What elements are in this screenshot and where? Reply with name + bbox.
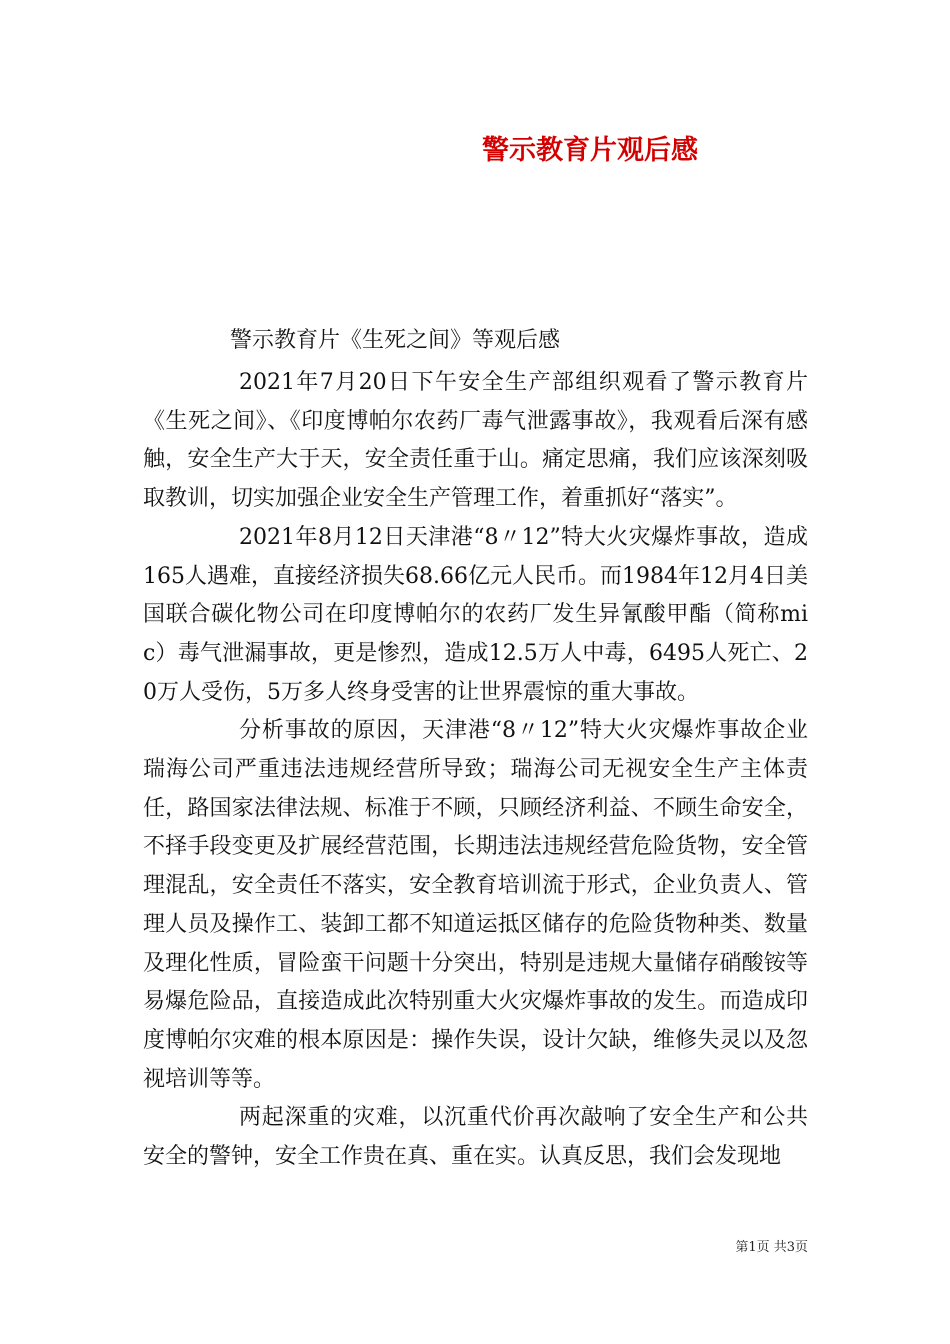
paragraph-4: 两起深重的灾难，以沉重代价再次敲响了安全生产和公共安全的警钟，安全工作贵在真、重在实。认真反思，我们会发现地 xyxy=(143,1105,808,1170)
paragraph-3: 分析事故的原因，天津港“8〃12”特大火灾爆炸事故企业瑞海公司严重违法违规经营所导致；瑞海公司无视安全生产主体责任，路国家法律法规、标准于不顾，只顾经济利益、不顾生命安全，不择手段变更及扩展经营范围，长期违法违规经营危险货物，安全管理混乱，安全责任不落实，安全教育培训流于形式，企业负责人、管理人员及操作工、装卸工都不知道运抵区储存的危险货物种类、数量及理化性质，冒险蛮干问题十分突出，特别是违规大量储存硝酸铵等易爆危险品，直接造成此次特别重大火灾爆炸事故的发生。而造成印度博帕尔灾难的根本原因是：操作失误，设计欠缺，维修失灵以及忽视培训等等。 xyxy=(143,718,808,1092)
body-text xyxy=(143,364,808,1177)
page-footer: 第1页 共3页 xyxy=(735,1240,808,1255)
paragraph-2: 2021年8月12日天津港“8〃12”特大火灾爆炸事故，造成165人遇难，直接经济损失68.66亿元人民币。而1984年12月4日美国联合碳化物公司在印度博帕尔的农药厂发生异氰酸甲酯（简称mic）毒气泄漏事故，更是惨烈，造成12.5万人中毒，6495人死亡、20万人受伤，5万多人终身受害的让世界震惊的重大事故。 xyxy=(143,524,808,705)
page-title: 警示教育片观后感 xyxy=(482,135,698,166)
paragraph-1: 2021年7月20日下午安全生产部组织观看了警示教育片《生死之间》、《印度博帕尔农药厂毒气泄露事故》，我观看后深有感触，安全生产大于天，安全责任重于山。痛定思痛，我们应该深刻吸取教训，切实加强企业安全生产管理工作，着重抓好“落实”。 xyxy=(143,370,808,512)
document-subtitle: 警示教育片《生死之间》等观后感 xyxy=(230,328,561,353)
